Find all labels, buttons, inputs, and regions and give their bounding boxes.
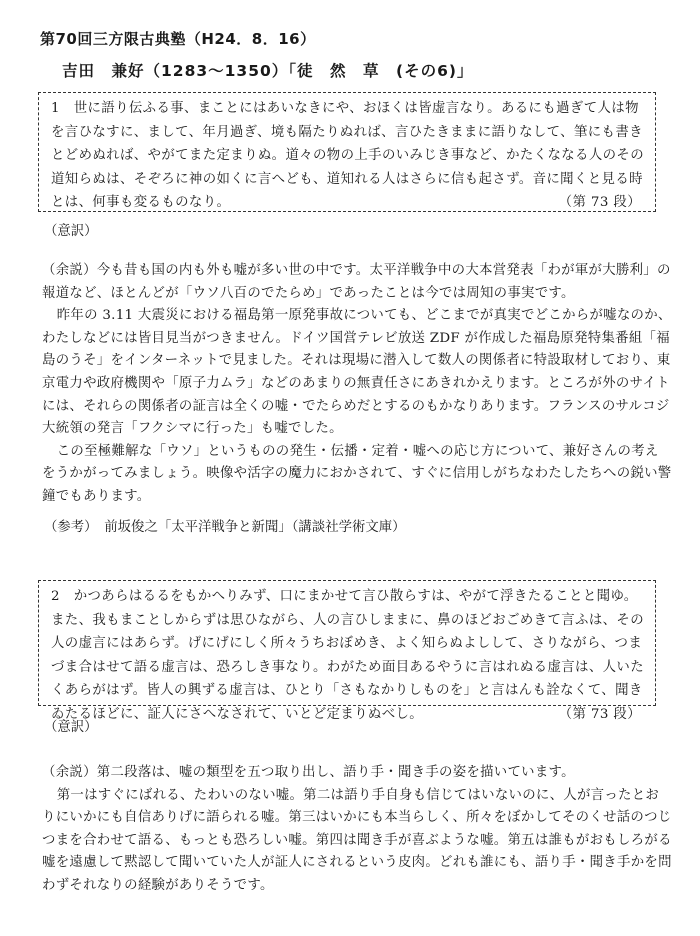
commentary-paragraph: 昨年の 3.11 大震災における福島第一原発事故についても、どこまでが真実でどこからが嘘なのか、わたしなどには皆目見当がつきません。ドイツ国営テレビ放送 ZDF が作成した福島原発特集番組「福島のうそ」をインターネットで見ました。それは現場に潜入して数人の関係者に特設取材しており、東京電力や政府機関や「原子力ムラ」などのあまりの無責任さにあきれかえります。ところが外のサイトには、それらの関係者の証言は全くの嘘・でたらめだとするのもかなりあります。フランスのサルコジ大統領の発言「フクシマに行った」も嘘でした。 (42, 308, 672, 437)
commentary-paragraph: 第一はすぐにばれる、たわいのない嘘。第二は語り手自身も信じてはいないのに、人が言ったとおりにいかにも自信ありげに語られる嘘。第三はいかにも本当らしく、所々をぼかしてそのくせ話のつじつまを合わせて語る、もっとも恐ろしい嘘。第四は聞き手が喜ぶような嘘。第五は誰もがおもしろがる嘘を遠慮して黙認して聞いていた人が証人にされるという皮肉。どれも誰にも、語り手・聞き手かを問わずそれなりの経験がありそうです。 (42, 787, 672, 893)
original-text-box-1 (38, 92, 656, 212)
original-text-1: 1 世に語り伝ふる事、まことにはあいなきにや、おほくは皆虚言なり。あるにも過ぎて人は物を言ひなすに、まして、年月過ぎ、境も隔たりぬれば、言ひたきままに語りなして、筆にも書きとどめぬれば、やがてまた定まりぬ。道々の物の上手のいみじき事など、かたくななる人のその道知らぬは、そぞろに神の如くに言へども、道知れる人はさらに信も起さず。音に聞くと見る時とは、何事も変るものなり。 (51, 101, 644, 211)
commentary-paragraph: （余説）今も昔も国の内も外も嘘が多い世の中です。太平洋戦争中の大本営発表「わが軍が大勝利」の報道など、ほとんどが「ウソ八百のでたらめ」であったことは今では周知の事実です。 (42, 263, 671, 301)
page-subtitle: 吉田 兼好（1283～1350）「徒 然 草 (その6)」 (62, 62, 474, 80)
commentary-1 (42, 260, 672, 509)
original-text-2: 2 かつあらはるるをもかへりみず、口にまかせて言ひ散らすは、やがて浮きたることと聞ゆ。また、我もまことしからずは思ひながら、人の言ひしままに、鼻のほどおごめきて言ふは、その人の虚言にはあらず。げにげにしく所々うちおぼめき、よく知らぬよしして、さりながら、つまづま合はせて語る虚言は、恐ろしき事なり。わがため面目あるやうに言はれぬる虚言は、人いたくあらがはず。皆人の興ずる虚言は、ひとり「さもなかりしものを」と言はんも詮なくて、聞きゐたるほどに、証人にさへなされて、いとど定まりぬべし。 (51, 589, 644, 722)
chapter-reference-1: （第 73 段） (558, 195, 641, 211)
translation-label-1: （意訳） (44, 224, 98, 239)
original-text-box-2 (38, 580, 656, 722)
translation-label-2: （意訳） (44, 720, 98, 735)
commentary-paragraph: （余説）第二段落は、嘘の類型を五つ取り出し、語り手・聞き手の姿を描いています。 (42, 765, 575, 780)
commentary-2 (42, 762, 672, 898)
page-title: 第70回三方限古典塾（H24．8．16） (40, 30, 316, 48)
commentary-paragraph: この至極難解な「ウソ」というものの発生・伝播・定着・嘘への応じ方について、兼好さんの考えをうかがってみましょう。映像や活字の魔力におかされて、すぐに信用しがちなわたしたちへの鋭い警鐘でもあります。 (42, 443, 672, 504)
reference-note: （参考） 前坂俊之「太平洋戦争と新聞」（講談社学術文庫） (44, 520, 406, 535)
chapter-reference-2: （第 73 段） (558, 706, 641, 722)
